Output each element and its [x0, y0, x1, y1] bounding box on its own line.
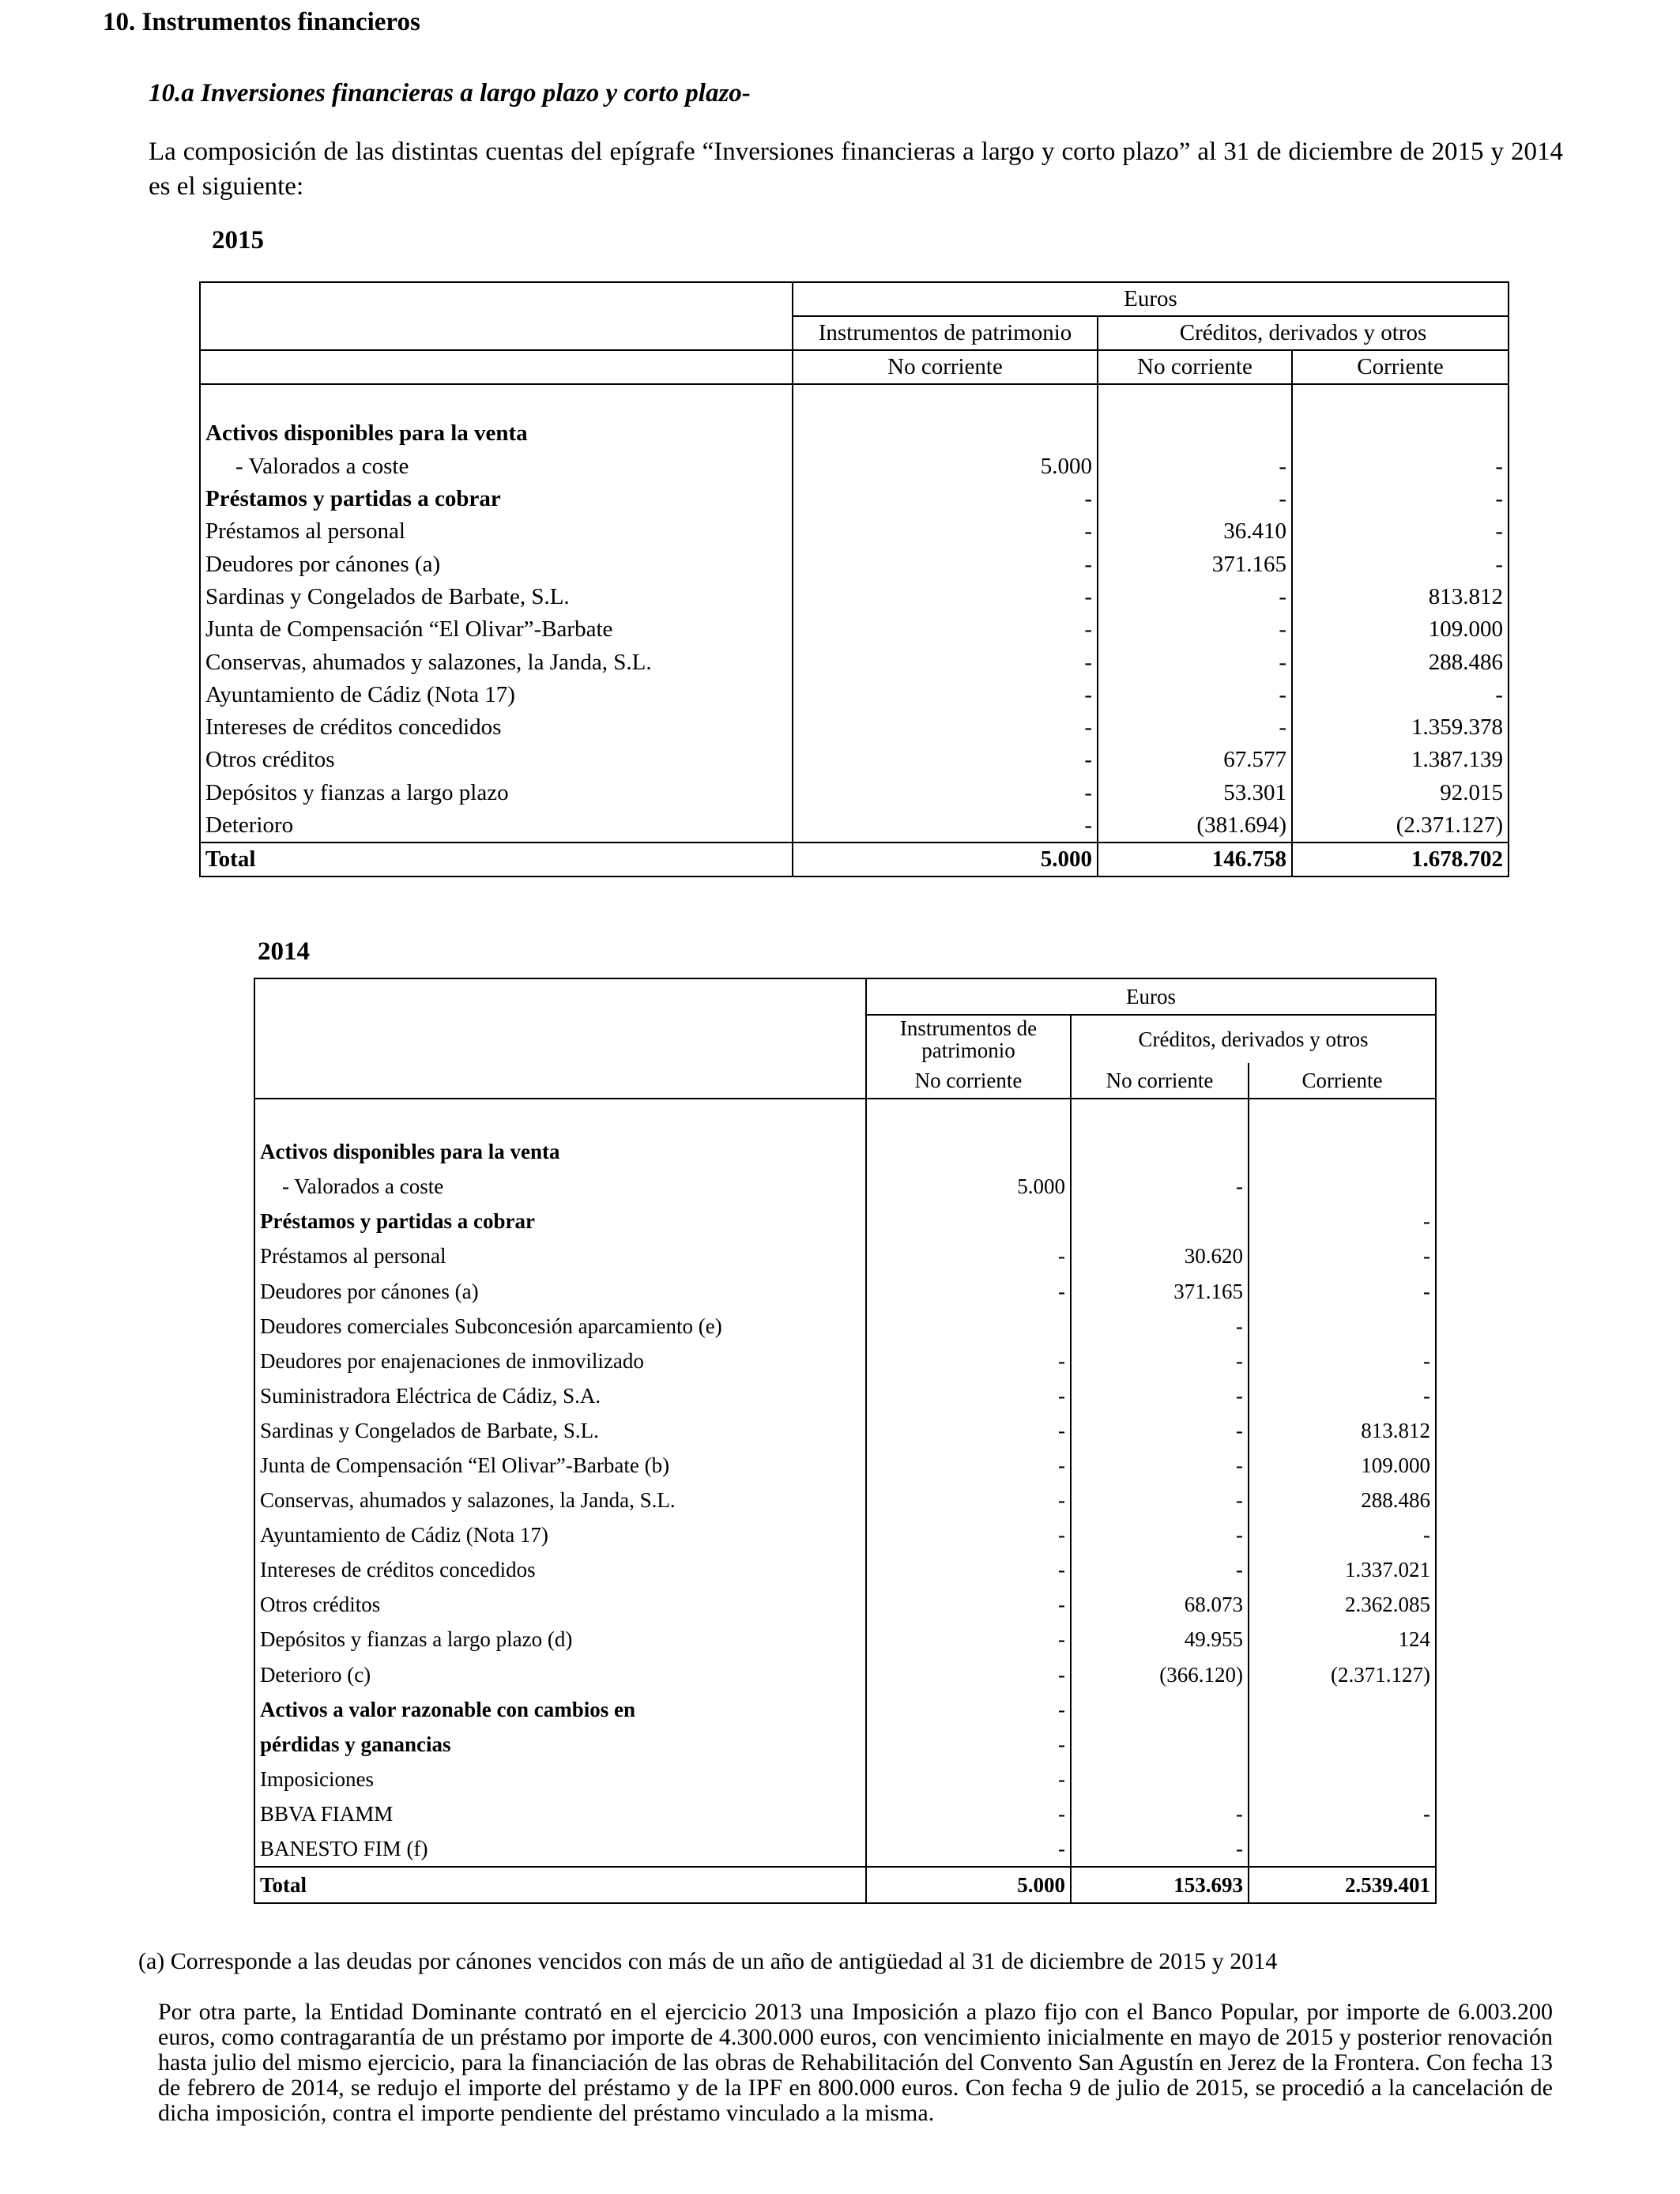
cell-value: -	[793, 744, 1098, 776]
row-label: Préstamos al personal	[200, 515, 793, 548]
cell-value: -	[866, 1796, 1071, 1831]
table-row	[254, 1762, 1436, 1796]
col-header-1: No corriente	[866, 1063, 1071, 1099]
cell-value: -	[1098, 646, 1292, 678]
row-label: Ayuntamiento de Cádiz (Nota 17)	[254, 1517, 866, 1552]
table-row	[254, 1552, 1436, 1587]
subsection-title: 10.a Inversiones financieras a largo plazo y corto plazo-	[149, 79, 751, 107]
cell-value	[1249, 1309, 1436, 1344]
cell-value: -	[1249, 1238, 1436, 1273]
col-header-3: Corriente	[1249, 1063, 1436, 1099]
table-row	[254, 1796, 1436, 1831]
cell-value: 813.812	[1249, 1413, 1436, 1448]
cell-value: -	[866, 1273, 1071, 1308]
cell-value	[1249, 1831, 1436, 1867]
cell-value: -	[1071, 1483, 1249, 1517]
table-row	[200, 646, 1509, 678]
table-row	[254, 1587, 1436, 1622]
cell-value: -	[1071, 1552, 1249, 1587]
cell-value: -	[1249, 1273, 1436, 1308]
table-row	[254, 1344, 1436, 1378]
cell-value	[793, 417, 1098, 450]
cell-value	[866, 1204, 1071, 1238]
table-row	[254, 1204, 1436, 1238]
cell-value: 2.362.085	[1249, 1587, 1436, 1622]
cell-value: -	[1249, 1344, 1436, 1378]
cell-value: 288.486	[1249, 1483, 1436, 1517]
table-row	[254, 1831, 1436, 1867]
table-row	[254, 1238, 1436, 1273]
cell-value	[1071, 1204, 1249, 1238]
cell-value: 288.486	[1292, 646, 1509, 678]
cell-value	[1098, 417, 1292, 450]
cell-value: 1.359.378	[1292, 711, 1509, 744]
table-row	[254, 1273, 1436, 1308]
cell-value	[1249, 1692, 1436, 1727]
total-value: 2.539.401	[1249, 1867, 1436, 1903]
cell-value: -	[866, 1448, 1071, 1483]
row-label: Deudores por enajenaciones de inmovilizado	[254, 1344, 866, 1378]
cell-value: -	[793, 777, 1098, 809]
row-label: Deterioro (c)	[254, 1657, 866, 1692]
cell-value: 371.165	[1098, 548, 1292, 580]
cell-value: -	[866, 1413, 1071, 1448]
total-value: 1.678.702	[1292, 843, 1509, 876]
cell-value: -	[1098, 679, 1292, 711]
cell-value: -	[1249, 1796, 1436, 1831]
cell-value: -	[866, 1727, 1071, 1762]
total-value: 153.693	[1071, 1867, 1249, 1903]
year-heading-2014: 2014	[258, 937, 310, 966]
table-row	[254, 1134, 1436, 1169]
year-heading-2015: 2015	[212, 226, 264, 254]
cell-value: -	[1292, 679, 1509, 711]
cell-value: -	[866, 1622, 1071, 1657]
table-row	[254, 1657, 1436, 1692]
cell-value	[1071, 1692, 1249, 1727]
row-label: Intereses de créditos concedidos	[254, 1552, 866, 1587]
row-label: Conservas, ahumados y salazones, la Janda, S.L.	[200, 646, 793, 678]
table-2014	[254, 978, 1437, 1904]
total-label: Total	[254, 1867, 866, 1903]
cell-value: 36.410	[1098, 515, 1292, 548]
group-header-patrimonio: Instrumentos de patrimonio	[866, 1015, 1071, 1063]
cell-value: -	[866, 1692, 1071, 1727]
table-row	[200, 679, 1509, 711]
cell-value: 1.337.021	[1249, 1552, 1436, 1587]
row-label: BBVA FIAMM	[254, 1796, 866, 1831]
cell-value: -	[1292, 450, 1509, 483]
row-label: Suministradora Eléctrica de Cádiz, S.A.	[254, 1378, 866, 1413]
cell-value: -	[866, 1657, 1071, 1692]
row-label: - Valorados a coste	[200, 450, 793, 483]
cell-value: -	[1292, 548, 1509, 580]
table-row	[200, 515, 1509, 548]
cell-value	[866, 1309, 1071, 1344]
cell-value: -	[1071, 1378, 1249, 1413]
euros-header: Euros	[866, 978, 1436, 1015]
cell-value: 53.301	[1098, 777, 1292, 809]
table-row	[200, 548, 1509, 580]
table-row	[254, 1413, 1436, 1448]
row-label: BANESTO FIM (f)	[254, 1831, 866, 1867]
total-value: 5.000	[866, 1867, 1071, 1903]
row-label: Imposiciones	[254, 1762, 866, 1796]
row-label: Deudores por cánones (a)	[254, 1273, 866, 1308]
cell-value: -	[793, 515, 1098, 548]
cell-value: 371.165	[1071, 1273, 1249, 1308]
cell-value: -	[793, 548, 1098, 580]
cell-value	[1249, 1762, 1436, 1796]
cell-value: -	[1071, 1448, 1249, 1483]
row-label: Intereses de créditos concedidos	[200, 711, 793, 744]
cell-value: -	[793, 581, 1098, 613]
cell-value: -	[866, 1552, 1071, 1587]
cell-value: -	[1071, 1796, 1249, 1831]
cell-value	[1071, 1727, 1249, 1762]
cell-value: -	[1071, 1831, 1249, 1867]
cell-value: -	[793, 679, 1098, 711]
table-row	[200, 744, 1509, 776]
cell-value: 813.812	[1292, 581, 1509, 613]
spacer-row	[200, 384, 1509, 417]
cell-value	[1071, 1762, 1249, 1796]
cell-value: -	[793, 483, 1098, 515]
cell-value: -	[1098, 581, 1292, 613]
cell-value: -	[1098, 450, 1292, 483]
col-header-2: No corriente	[1071, 1063, 1249, 1099]
row-label: Junta de Compensación “El Olivar”-Barbate (b)	[254, 1448, 866, 1483]
cell-value: -	[866, 1483, 1071, 1517]
cell-value: (381.694)	[1098, 809, 1292, 843]
cell-value: -	[793, 809, 1098, 843]
table-row	[200, 809, 1509, 843]
table-row	[254, 1378, 1436, 1413]
cell-value	[866, 1134, 1071, 1169]
cell-value: 92.015	[1292, 777, 1509, 809]
cell-value: 30.620	[1071, 1238, 1249, 1273]
total-value: 5.000	[793, 843, 1098, 876]
group-header-patrimonio: Instrumentos de patrimonio	[793, 316, 1098, 350]
total-row	[254, 1867, 1436, 1903]
table-row	[254, 1727, 1436, 1762]
cell-value: -	[866, 1517, 1071, 1552]
table-row	[254, 1622, 1436, 1657]
table-row	[254, 1169, 1436, 1204]
row-label: Otros créditos	[200, 744, 793, 776]
cell-value	[1071, 1134, 1249, 1169]
row-label: Sardinas y Congelados de Barbate, S.L.	[254, 1413, 866, 1448]
cell-value: -	[1098, 613, 1292, 646]
cell-value: -	[866, 1762, 1071, 1796]
row-label: - Valorados a coste	[254, 1169, 866, 1204]
row-label: Deterioro	[200, 809, 793, 843]
cell-value	[1249, 1727, 1436, 1762]
cell-value: -	[866, 1587, 1071, 1622]
cell-value: 109.000	[1249, 1448, 1436, 1483]
cell-value: 5.000	[793, 450, 1098, 483]
cell-value: 49.955	[1071, 1622, 1249, 1657]
group-header-creditos: Créditos, derivados y otros	[1098, 316, 1509, 350]
total-label: Total	[200, 843, 793, 876]
cell-value: -	[793, 711, 1098, 744]
row-label: pérdidas y ganancias	[254, 1727, 866, 1762]
cell-value: -	[866, 1378, 1071, 1413]
cell-value: -	[1292, 515, 1509, 548]
cell-value: (2.371.127)	[1249, 1657, 1436, 1692]
table-row	[254, 1448, 1436, 1483]
closing-paragraph: Por otra parte, la Entidad Dominante contrató en el ejercicio 2013 una Imposición a plazo fijo con el Banco Popular, por importe de 6.003.200 euros, como contragarantía de un préstamo por importe de 4.300.000 euros, con vencimiento inicialmente en mayo de 2015 y posterior renovación hasta julio del mismo ejercicio, para la financiación de las obras de Rehabilitación del Convento San Agustín en Jerez de la Frontera. Con fecha 13 de febrero de 2014, se redujo el importe del préstamo y de la IPF en 800.000 euros. Con fecha 9 de julio de 2015, se procedió a la cancelación de dicha imposición, contra el importe pendiente del préstamo vinculado a la misma.	[158, 1999, 1553, 2126]
col-header-1: No corriente	[793, 350, 1098, 384]
footnote-a: (a) Corresponde a las deudas por cánones vencidos con más de un año de antigüedad al 31 de diciembre de 2015 y 2014	[138, 1948, 1278, 1974]
cell-value: -	[1071, 1309, 1249, 1344]
cell-value: -	[1249, 1517, 1436, 1552]
cell-value: -	[1071, 1413, 1249, 1448]
table-row	[200, 777, 1509, 809]
row-label: Activos a valor razonable con cambios en	[254, 1692, 866, 1727]
table-row	[254, 1692, 1436, 1727]
row-label: Activos disponibles para la venta	[200, 417, 793, 450]
row-label: Otros créditos	[254, 1587, 866, 1622]
table-row	[254, 1309, 1436, 1344]
cell-value	[1249, 1169, 1436, 1204]
cell-value: -	[793, 613, 1098, 646]
col-header-2: No corriente	[1098, 350, 1292, 384]
cell-value: -	[1249, 1204, 1436, 1238]
cell-value: -	[1071, 1169, 1249, 1204]
cell-value: -	[1071, 1344, 1249, 1378]
cell-value: -	[1098, 483, 1292, 515]
cell-value: (366.120)	[1071, 1657, 1249, 1692]
cell-value: 124	[1249, 1622, 1436, 1657]
cell-value: -	[1098, 711, 1292, 744]
row-label: Junta de Compensación “El Olivar”-Barbate	[200, 613, 793, 646]
group-header-creditos: Créditos, derivados y otros	[1071, 1015, 1436, 1063]
row-label: Préstamos y partidas a cobrar	[254, 1204, 866, 1238]
cell-value: -	[866, 1238, 1071, 1273]
row-label: Préstamos al personal	[254, 1238, 866, 1273]
row-label: Ayuntamiento de Cádiz (Nota 17)	[200, 679, 793, 711]
row-label: Deudores comerciales Subconcesión aparcamiento (e)	[254, 1309, 866, 1344]
spacer-row	[254, 1099, 1436, 1134]
cell-value	[1292, 417, 1509, 450]
row-label: Depósitos y fianzas a largo plazo	[200, 777, 793, 809]
table-row	[254, 1517, 1436, 1552]
col-header-3: Corriente	[1292, 350, 1509, 384]
table-row	[200, 483, 1509, 515]
row-label: Conservas, ahumados y salazones, la Janda, S.L.	[254, 1483, 866, 1517]
row-label: Sardinas y Congelados de Barbate, S.L.	[200, 581, 793, 613]
total-value: 146.758	[1098, 843, 1292, 876]
cell-value: -	[1249, 1378, 1436, 1413]
cell-value	[1249, 1134, 1436, 1169]
cell-value: 109.000	[1292, 613, 1509, 646]
cell-value: 5.000	[866, 1169, 1071, 1204]
table-row	[200, 613, 1509, 646]
cell-value: -	[866, 1344, 1071, 1378]
table-row	[254, 1483, 1436, 1517]
cell-value: -	[1292, 483, 1509, 515]
row-label: Depósitos y fianzas a largo plazo (d)	[254, 1622, 866, 1657]
row-label: Préstamos y partidas a cobrar	[200, 483, 793, 515]
table-row	[200, 581, 1509, 613]
row-label: Deudores por cánones (a)	[200, 548, 793, 580]
table-row	[200, 711, 1509, 744]
table-row	[200, 450, 1509, 483]
row-label: Activos disponibles para la venta	[254, 1134, 866, 1169]
cell-value: 1.387.139	[1292, 744, 1509, 776]
cell-value: 68.073	[1071, 1587, 1249, 1622]
total-row	[200, 843, 1509, 876]
cell-value: 67.577	[1098, 744, 1292, 776]
cell-value: -	[1071, 1517, 1249, 1552]
section-title: 10. Instrumentos financieros	[103, 8, 420, 36]
euros-header: Euros	[793, 282, 1509, 316]
intro-paragraph: La composición de las distintas cuentas del epígrafe “Inversiones financieras a largo y corto plazo” al 31 de diciembre de 2015 y 2014 es el siguiente:	[149, 138, 1563, 201]
table-row	[200, 417, 1509, 450]
cell-value: -	[866, 1831, 1071, 1867]
cell-value: (2.371.127)	[1292, 809, 1509, 843]
cell-value: -	[793, 646, 1098, 678]
table-2015	[199, 281, 1509, 877]
